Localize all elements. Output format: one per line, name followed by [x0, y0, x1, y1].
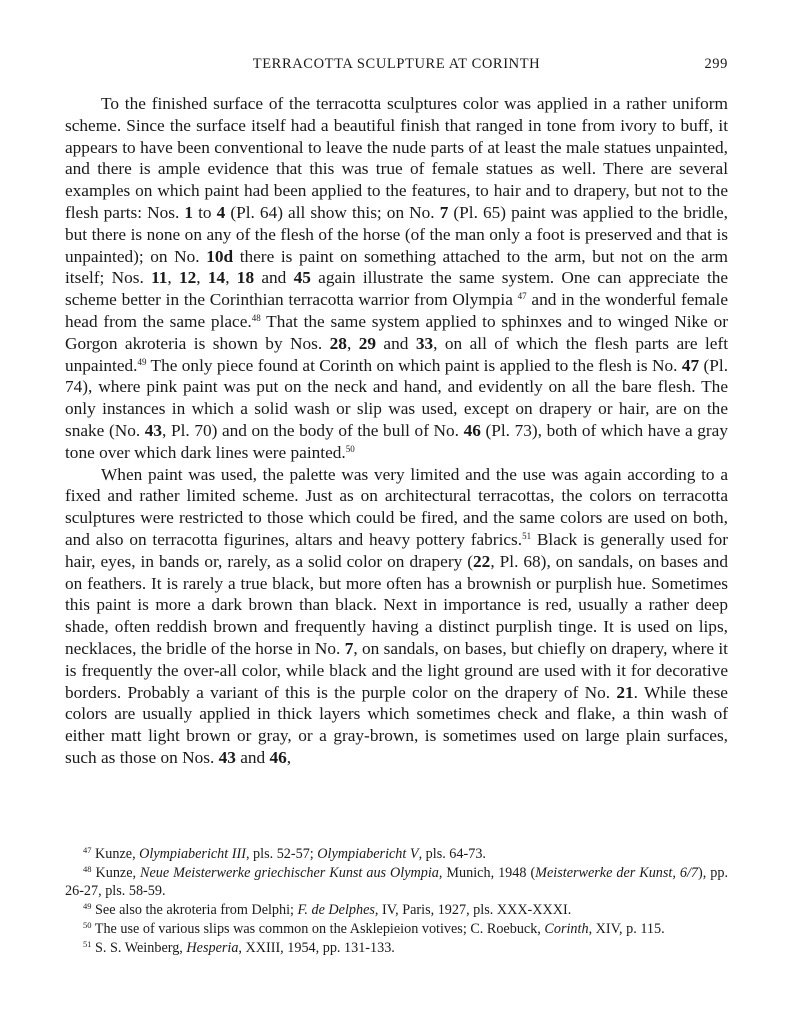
footnote-ref[interactable]: 49 [137, 356, 147, 367]
footnote-title: Olympiabericht III [139, 846, 246, 862]
main-text [65, 93, 728, 769]
footnote [65, 920, 728, 939]
text-run: and [235, 747, 270, 767]
catalogue-number: 46 [269, 747, 287, 767]
footnote-text: Kunze, [95, 864, 141, 881]
text-run: Black is generally used for hair, eyes, in bands or, rarely, as a solid color on drapery ( [65, 529, 728, 571]
footnote-ref[interactable]: 51 [522, 530, 532, 541]
text-run: , Pl. 70) and on the body of the bull of No. [162, 420, 464, 440]
catalogue-number: 1 [184, 202, 194, 222]
catalogue-number: 7 [344, 638, 354, 658]
footnote [65, 864, 728, 901]
footnote-number: 47 [83, 845, 92, 855]
text-run: and in the wonderful female head from the same place. [65, 290, 729, 331]
footnote [65, 939, 728, 958]
catalogue-number: 29 [358, 333, 376, 353]
text-run: (Pl. 64) all show this; on No. [225, 202, 440, 222]
catalogue-number: 11 [151, 268, 168, 288]
footnote-text: , XIV, p. 115. [588, 920, 665, 937]
footnote-ref[interactable]: 47 [517, 291, 527, 302]
catalogue-number: 4 [216, 202, 226, 222]
text-run: . While these colors are usually applied in thick layers which sometimes check and flake, a thin wash of either matt light brown or gray, or a gray-brown, is sometimes used on large plain surfaces, such as those on Nos. [65, 682, 728, 767]
footnote [65, 901, 728, 920]
footnote-number: 51 [83, 938, 92, 949]
page-number: 299 [704, 56, 728, 72]
footnote-ref[interactable]: 50 [345, 443, 355, 454]
footnote-title: Hesperia [186, 939, 239, 956]
catalogue-number: 33 [415, 333, 434, 353]
footnote-title: Neue Meisterwerke griechischer Kunst aus Olympia [140, 864, 439, 881]
footnote-text: S. S. Weinberg, [95, 939, 187, 956]
text-run: again illustrate the same system. One can appreciate the scheme better in the Corinthian terracotta warrior from Olympia [65, 268, 729, 310]
footnote-title: Meisterwerke der Kunst, 6/7 [535, 864, 699, 881]
catalogue-number: 43 [218, 747, 236, 767]
catalogue-number: 46 [463, 420, 481, 440]
text-run: , on all of which the flesh parts are left unpainted. [65, 333, 729, 375]
text-run: , [225, 268, 237, 288]
text-run: there is paint on something attached to the arm, but not on the arm itself; Nos. [65, 246, 728, 288]
footnote-text: , pls. 52-57; [245, 846, 318, 862]
footnote-text: , pls. 64-73. [418, 846, 486, 862]
footnote-text: , IV, Paris, 1927, pls. XXX-XXXI. [374, 902, 572, 919]
catalogue-number: 47 [681, 355, 700, 375]
text-run: to [193, 202, 217, 222]
footnote-number: 49 [83, 901, 92, 912]
footnote-text: The use of various slips was common on the Asklepieion votives; C. Roebuck, [94, 920, 545, 937]
catalogue-number: 45 [293, 268, 311, 288]
footnote-number: 48 [83, 863, 92, 874]
text-run: That the same system applied to sphinxes and to winged Nike or Gorgon akroteria is shown by Nos. [65, 311, 728, 353]
running-title: TERRACOTTA SCULPTURE AT CORINTH [252, 56, 541, 72]
catalogue-number: 21 [616, 682, 634, 702]
footnote-text: , Munich, 1948 ( [438, 864, 536, 881]
paragraph-1 [65, 93, 728, 464]
footnote-text: Kunze, [95, 846, 140, 862]
catalogue-number: 22 [473, 551, 491, 571]
footnote-title: F. de Delphes [297, 902, 375, 919]
text-run: , [346, 333, 359, 353]
footnote-number: 50 [83, 919, 92, 930]
text-run: When paint was used, the palette was very limited and the use was again according to a fixed and rather limited scheme. Just as on architectural terracottas, the colors on terracotta sculptures were restricted to those which could be fired, and the same colors are used on both, and also on terracotta figurines, altars and heavy pottery fabrics. [65, 464, 728, 549]
footnote-text: ), pp. 26-27, pls. 58-59. [65, 864, 729, 900]
text-run: The only piece found at Corinth on which paint is applied to the flesh is No. [146, 355, 682, 375]
text-run: , on sandals, on bases, but chiefly on drapery, where it is frequently the over-all color, while black and the light ground are used with it for decorative borders. Probably a variant of this is the purple color on the drapery of No. [65, 638, 728, 702]
catalogue-number: 43 [144, 420, 163, 440]
footnote-text: See also the akroteria from Delphi; [95, 902, 298, 919]
text-run: (Pl. 74), where pink paint was put on the neck and hand, and evidently on all the bare flesh. The only instances in which a solid wash or slip was used, except on drapery or hair, are on the snake (No. [65, 355, 729, 440]
footnote [65, 845, 728, 864]
footnote-title: Corinth [544, 920, 589, 937]
footnote-title: Olympiabericht V [317, 846, 419, 862]
text-run: , [196, 268, 208, 288]
catalogue-number: 28 [329, 333, 347, 353]
catalogue-number: 7 [439, 202, 449, 222]
text-run: , [167, 268, 180, 288]
text-run: To the finished surface of the terracotta sculptures color was applied in a rather uniform scheme. Since the surface itself had a beautiful finish that ranged in tone from ivory to buff, it appears to have been conventional to leave the nude parts of at least the male statues unpainted, and there is ample evidence that this was true of female statues as well. There are several examples on which paint had been applied to the features, to hair and to drapery, but not to the flesh parts: Nos. [65, 94, 728, 222]
text-run: , Pl. 68), on sandals, on bases and on feathers. It is rarely a true black, but more often has a brownish or purplish hue. Sometimes this paint is more a dark brown than black. Next in importance is red, usually a rather deep shade, often reddish brown and frequently having a distinct purplish tinge. It is used on lips, necklaces, the bridle of the horse in No. [65, 551, 728, 658]
text-run: and [254, 268, 294, 288]
catalogue-number: 18 [236, 268, 255, 288]
running-header [65, 56, 728, 76]
footnotes [65, 845, 728, 957]
catalogue-number: 10d [206, 246, 234, 266]
text-run: (Pl. 65) paint was applied to the bridle, but there is none on any of the flesh of the horse (of the man only a foot is preserved and that is unpainted); on No. [65, 202, 728, 266]
catalogue-number: 14 [207, 268, 226, 288]
paragraph-2 [65, 464, 728, 769]
footnote-text: , XXIII, 1954, pp. 131-133. [238, 939, 395, 956]
catalogue-number: 12 [179, 268, 197, 288]
text-run: (Pl. 73), both of which have a gray tone over which dark lines were painted. [65, 420, 728, 462]
text-run: , [286, 747, 292, 767]
footnote-ref[interactable]: 48 [251, 312, 261, 323]
text-run: and [375, 333, 416, 353]
